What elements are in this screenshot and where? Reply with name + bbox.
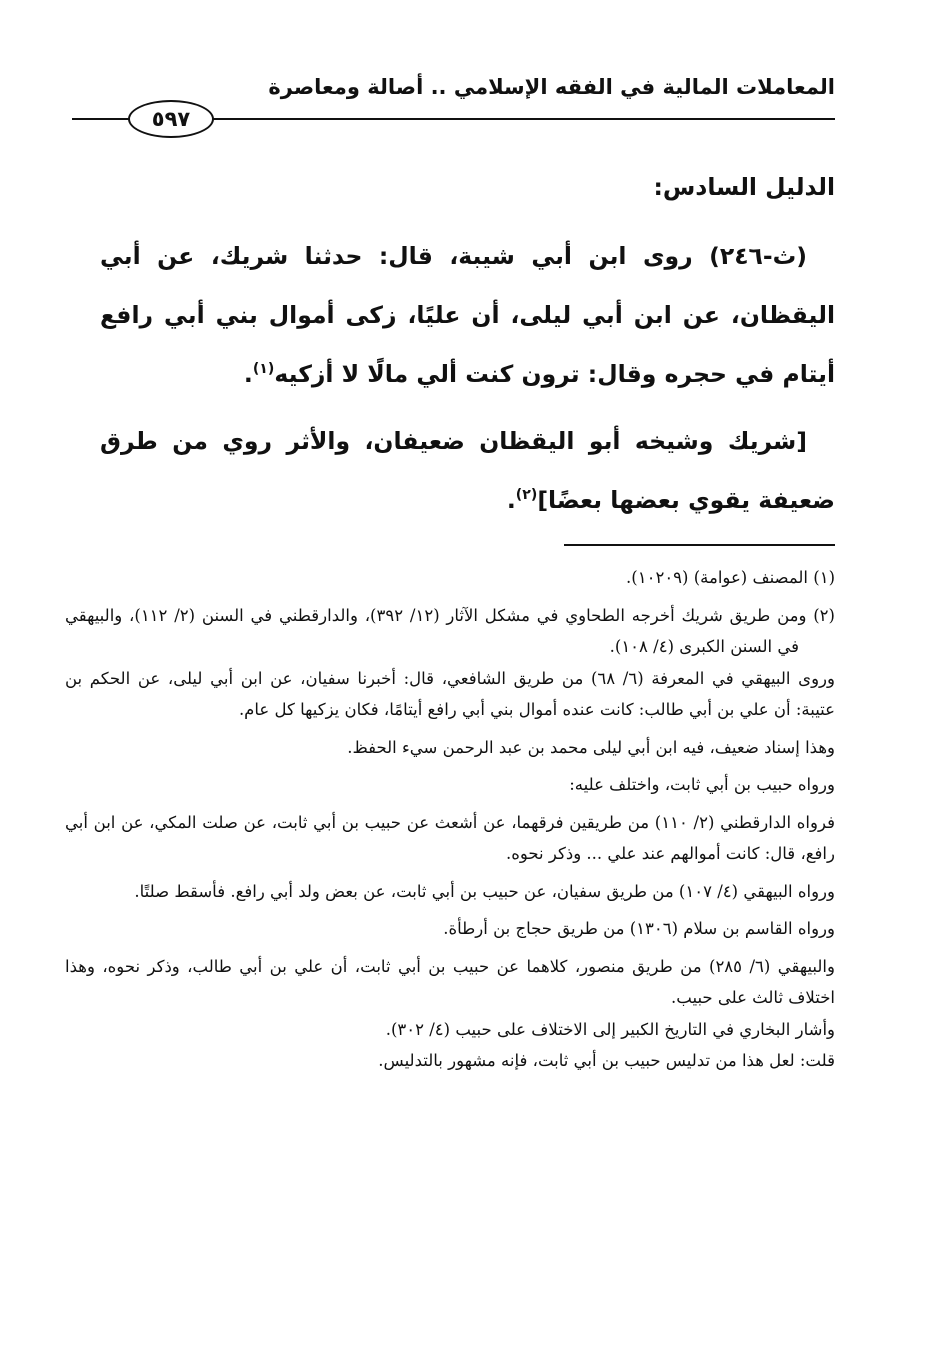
page-number: [128, 100, 214, 138]
footnote-separator: [564, 544, 835, 546]
footnote-line: وأشار البخاري في التاريخ الكبير إلى الاختلاف على حبيب (٤/ ٣٠٢).: [385, 1019, 835, 1039]
footnote-line: وهذا إسناد ضعيف، فيه ابن أبي ليلى محمد بن عبد الرحمن سيء الحفظ.: [347, 737, 835, 757]
grading-paragraph: [100, 412, 835, 530]
athar-text: (ث-٢٤٦) روى ابن أبي شيبة، قال: حدثنا شريك، عن أبي اليقظان، عن ابن أبي ليلى، أن عليًا، زكى أموال بني أبي رافع أيتام في حجره وقال: ترون كنت ألي مالًا لا أزكيه: [100, 242, 835, 388]
section-heading: الدليل السادس:: [653, 173, 835, 201]
footnote-line: ورواه البيهقي (٤/ ١٠٧) من طريق سفيان، عن حبيب بن أبي ثابت، عن بعض ولد أبي رافع. فأسقط صلتًا.: [134, 881, 835, 901]
grading-text: [شريك وشيخه أبو اليقظان ضعيفان، والأثر روي من طرق ضعيفة يقوي بعضها بعضًا]: [100, 427, 835, 514]
footnote-1: (١) المصنف (عوامة) (١٠٢٠٩).: [626, 568, 835, 587]
footnote-line: ورواه القاسم بن سلام (١٣٠٦) من طريق حجاج بن أرطأة.: [443, 919, 835, 938]
footnote-line: قلت: لعل هذا من تدليس حبيب بن أبي ثابت، فإنه مشهور بالتدليس.: [378, 1051, 835, 1070]
footnote-ref-2: (٢): [515, 487, 538, 504]
page-number-text: ٥٩٧: [151, 107, 191, 131]
grading-end: .: [506, 486, 516, 514]
footnote-ref-1: (١): [252, 361, 275, 378]
footnote-line: وروى البيهقي في المعرفة (٦/ ٦٨) من طريق الشافعي، قال: أخبرنا سفيان، عن ابن أبي ليلى، عن الحكم بن عتيبة: أن علي بن أبي طالب: كانت عنده أموال بني أبي رافع أيتامًا، فكان يزكيها كل عام.: [65, 668, 835, 719]
footnotes: [65, 562, 835, 1077]
footnote-2: (٢) ومن طريق شريك أخرجه الطحاوي في مشكل الآثار (١٢/ ٣٩٢)، والدارقطني في السنن (٢/ ١١٢)، والبيهقي في السنن الكبرى (٤/ ١٠٨).: [65, 605, 835, 656]
athar-paragraph: [100, 227, 835, 404]
athar-end: .: [243, 360, 253, 388]
footnote-line: فرواه الدارقطني (٢/ ١١٠) من طريقين فرقهما، عن أشعث عن حبيب بن أبي ثابت، عن صلت المكي، عن ابن أبي رافع، قال: كانت أموالهم عند علي ... وذكر نحوه.: [65, 812, 835, 863]
footnote-line: ورواه حبيب بن أبي ثابت، واختلف عليه:: [569, 775, 835, 794]
main-text: [100, 158, 835, 530]
running-title: المعاملات المالية في الفقه الإسلامي .. أصالة ومعاصرة: [268, 75, 835, 99]
footnote-line: والبيهقي (٦/ ٢٨٥) من طريق منصور، كلاهما عن حبيب بن أبي ثابت، أن علي بن أبي طالب، وذكر نحوه، وهذا اختلاف ثالث على حبيب.: [65, 956, 835, 1007]
